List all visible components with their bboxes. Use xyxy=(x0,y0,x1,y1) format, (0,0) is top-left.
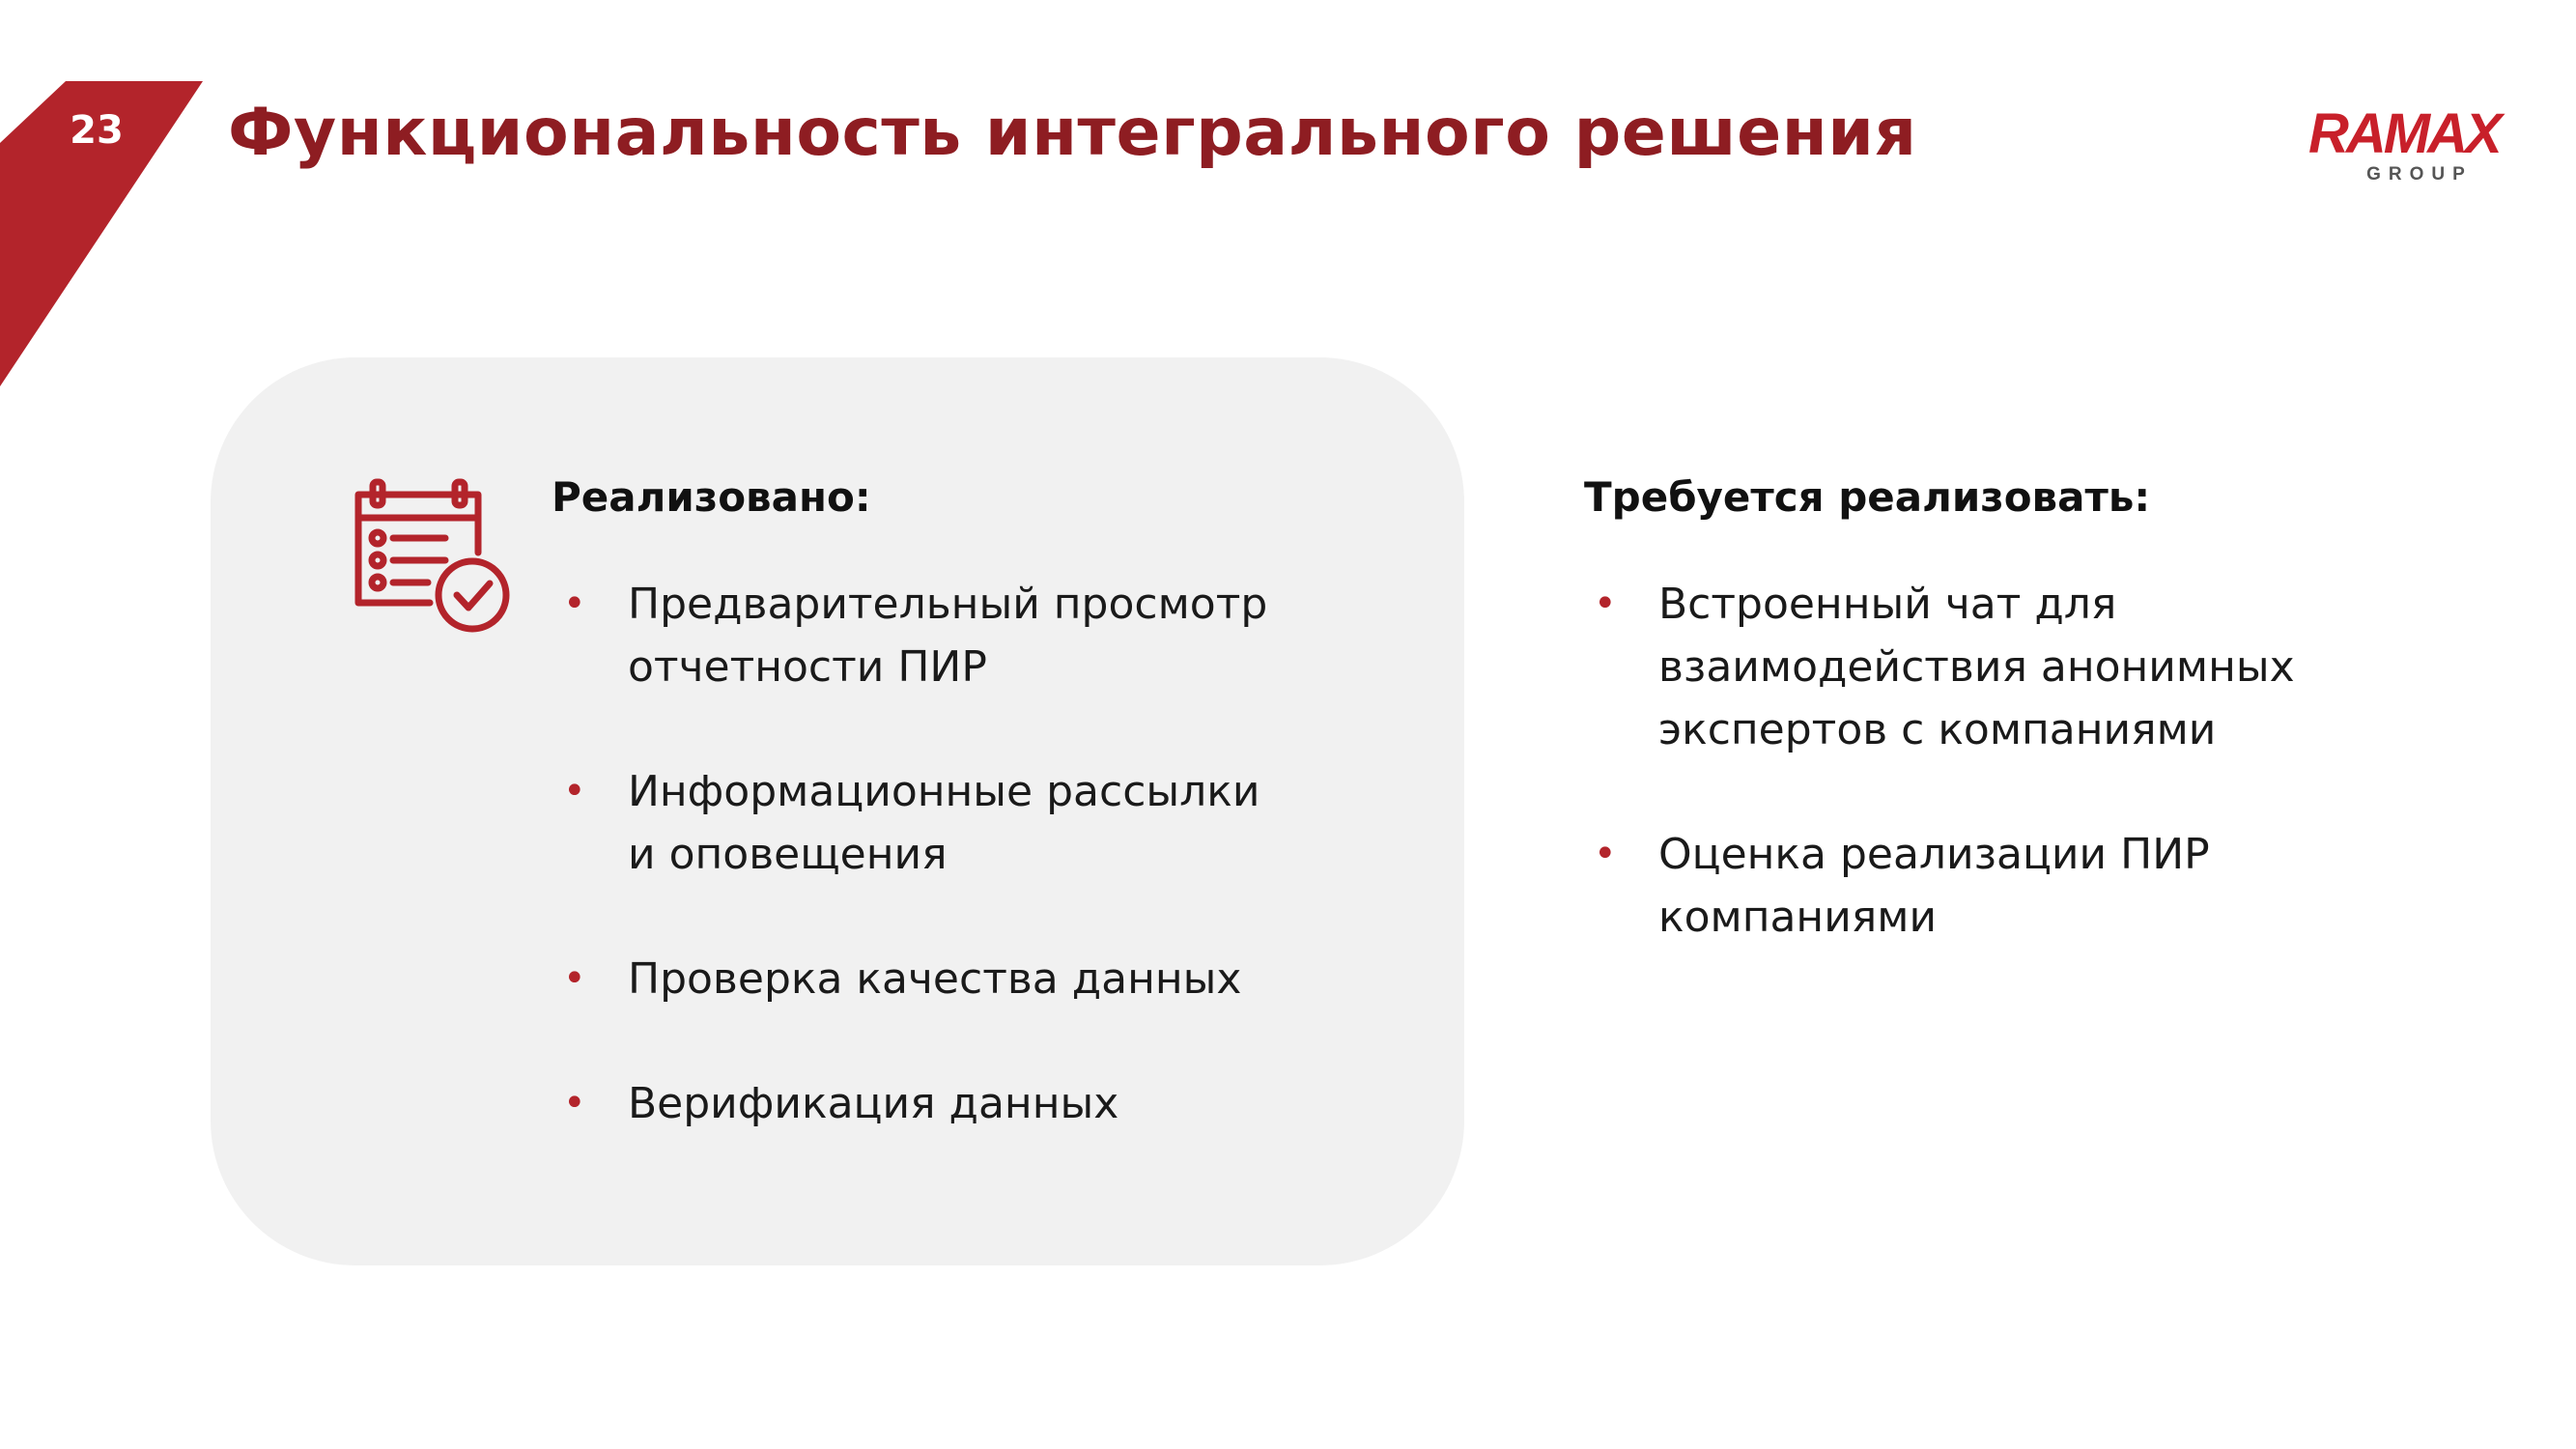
list-item xyxy=(1594,823,2463,949)
list-item-line: экспертов с компаниями xyxy=(1658,705,2217,754)
bullet-marker: • xyxy=(563,1081,586,1125)
bullet-marker: • xyxy=(563,956,586,1001)
logo-sub-text: GROUP xyxy=(2366,164,2473,185)
implemented-heading: Реализовано: xyxy=(552,473,871,521)
list-item xyxy=(563,573,1394,698)
bullet-marker: • xyxy=(1594,582,1617,626)
required-heading: Требуется реализовать: xyxy=(1584,473,2151,521)
list-item-line: Встроенный чат для xyxy=(1658,580,2117,629)
list-item-line: Верификация данных xyxy=(628,1079,1119,1128)
list-item xyxy=(563,760,1394,886)
list-item-line: взаимодействия анонимных xyxy=(1658,642,2295,692)
bullet-marker: • xyxy=(563,582,586,626)
list-item-line: и оповещения xyxy=(628,830,948,879)
list-item xyxy=(563,1072,1394,1135)
slide-number: 23 xyxy=(70,108,124,153)
corner-accent-shape xyxy=(0,0,212,406)
required-list xyxy=(1594,573,2463,949)
list-item-line: компаниями xyxy=(1658,893,1938,942)
ramax-group-logo xyxy=(2308,102,2500,185)
slide-title: Функциональность интегрального решения xyxy=(228,95,1917,171)
bullet-marker: • xyxy=(1594,832,1617,876)
list-item-line: Предварительный просмотр xyxy=(628,580,1268,629)
list-item-line: Оценка реализации ПИР xyxy=(1658,830,2210,879)
logo-main-text: RAMAX xyxy=(2308,102,2500,165)
calendar-checklist-icon xyxy=(349,477,513,637)
list-item xyxy=(563,948,1394,1010)
list-item-line: Информационные рассылки xyxy=(628,767,1260,816)
list-item-line: Проверка качества данных xyxy=(628,954,1242,1004)
bullet-marker: • xyxy=(563,769,586,813)
list-item-line: отчетности ПИР xyxy=(628,642,987,692)
list-item xyxy=(1594,573,2463,761)
implemented-list xyxy=(563,573,1394,1135)
